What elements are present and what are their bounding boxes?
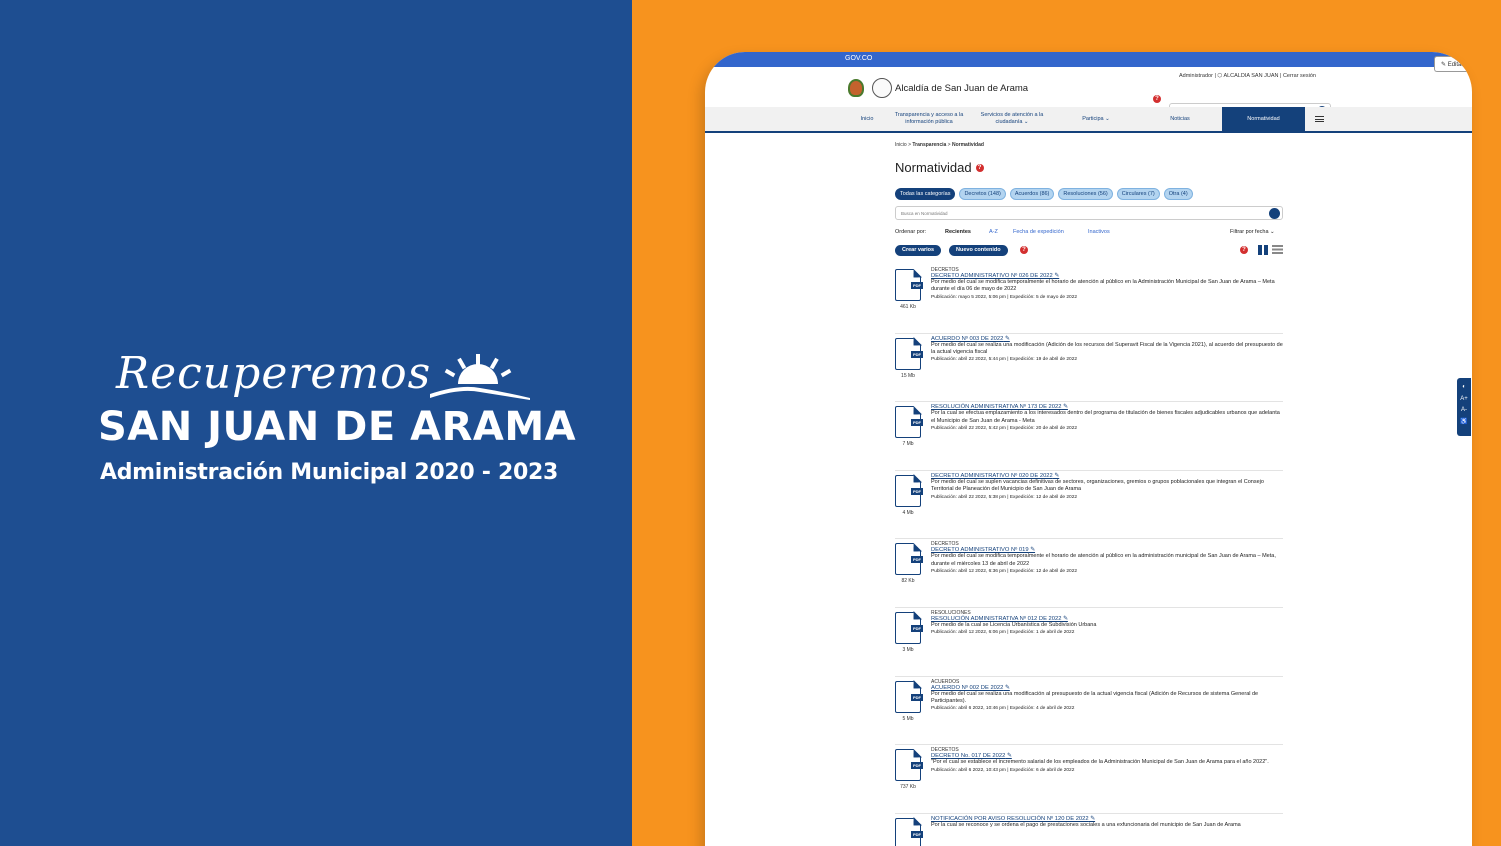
- page-title: Normatividad: [895, 160, 972, 175]
- document-title-link[interactable]: DECRETO No. 017 DE 2022 ✎: [931, 753, 1283, 759]
- brand-subtitle: Administración Municipal 2020 - 2023: [100, 460, 559, 485]
- document-item: [895, 471, 1283, 540]
- file-size: 737 Kb: [900, 784, 916, 791]
- content-search-placeholder: Busca en Normatividad: [901, 211, 948, 216]
- list-view-icon[interactable]: [1272, 245, 1283, 255]
- document-dates: Publicación: abril 22 2022, 5:38 pm | Expedición: 12 de abril de 2022: [931, 494, 1078, 500]
- help-icon[interactable]: ?: [976, 164, 984, 172]
- font-increase-icon[interactable]: A+: [1460, 395, 1468, 402]
- document-dates: Publicación: abril 6 2022, 10:43 pm | Expedición: 6 de abril de 2022: [931, 767, 1075, 773]
- breadcrumb-home[interactable]: Inicio: [895, 142, 907, 148]
- document-description: "Por el cual se establece el incremento salarial de los empleados de la Administración Municipal de San Juan de Arama para el año 2022".: [931, 759, 1269, 766]
- brand-script-text: Recuperemos: [116, 348, 432, 399]
- admin-links[interactable]: Administrador | ⬡ ALCALDIA SAN JUAN | Cerrar sesión: [1179, 73, 1316, 79]
- document-item: [895, 265, 1283, 334]
- document-description: Por la cual se reconoce y se ordena el pago de prestaciones sociales a una exfuncionaria del municipio de San Juan de Arama: [931, 821, 1241, 828]
- pdf-file-icon[interactable]: PDF: [895, 681, 921, 713]
- document-item: [895, 814, 1283, 846]
- page-title-row: [895, 160, 1283, 175]
- document-title-link[interactable]: ACUERDO Nº 003 DE 2022 ✎: [931, 336, 1283, 342]
- breadcrumb-current: Normatividad: [952, 142, 984, 148]
- document-item: [895, 539, 1283, 608]
- font-decrease-icon[interactable]: A-: [1461, 407, 1467, 413]
- pdf-file-icon[interactable]: PDF: [895, 749, 921, 781]
- pdf-file-icon[interactable]: PDF: [895, 543, 921, 575]
- document-item: [895, 608, 1283, 677]
- document-category: DECRETOS: [931, 541, 959, 548]
- site-name[interactable]: Alcaldía de San Juan de Arama: [895, 83, 1029, 94]
- site-header: [705, 67, 1472, 107]
- document-title-link[interactable]: RESOLUCIÓN ADMINISTRATIVA Nº 173 DE 2022 ✎: [931, 404, 1283, 410]
- action-row: [895, 245, 1283, 257]
- grid-view-icon[interactable]: [1258, 245, 1268, 255]
- file-size: 5 Mb: [902, 715, 914, 722]
- browser-device-frame: [705, 52, 1472, 846]
- document-title-link[interactable]: DECRETO ADMINISTRATIVO Nº 026 DE 2022 ✎: [931, 273, 1283, 279]
- nav-item-transparencia[interactable]: Transparencia y acceso a la información pública: [894, 112, 964, 125]
- create-many-button[interactable]: Crear varios: [895, 245, 941, 256]
- nav-item-normatividad[interactable]: Normatividad: [1222, 107, 1305, 131]
- document-title-link[interactable]: DECRETO ADMINISTRATIVO Nº 019 ✎: [931, 547, 1283, 553]
- file-size: 15 Mb: [901, 372, 915, 379]
- search-icon[interactable]: [1269, 208, 1280, 219]
- document-category: DECRETOS: [931, 267, 959, 273]
- chip-acuerdos[interactable]: Acuerdos (86): [1010, 188, 1055, 200]
- help-icon[interactable]: ?: [1240, 246, 1248, 254]
- pdf-file-icon[interactable]: PDF: [895, 475, 921, 507]
- document-dates: Publicación: abril 6 2022, 10:46 pm | Expedición: 4 de abril de 2022: [931, 706, 1075, 712]
- document-dates: Publicación: abril 22 2022, 5:42 pm | Expedición: 20 de abril de 2022: [931, 426, 1078, 432]
- pdf-file-icon[interactable]: PDF: [895, 269, 921, 301]
- brand-logo: [98, 348, 577, 498]
- main-nav: [705, 107, 1472, 133]
- pdf-file-icon[interactable]: PDF: [895, 406, 921, 438]
- accessibility-toolbar: [1457, 378, 1471, 436]
- nav-item-servicios[interactable]: Servicios de atención a la ciudadanía ⌄: [980, 112, 1044, 125]
- document-description: Por medio del cual se suplen vacancias definitivas de sectores, organizaciones, gremios o grupos poblacionales que integran el Consejo Territorial de Planeación del Municipio de San Juan de Arama: [931, 478, 1264, 493]
- nav-item-noticias[interactable]: Noticias: [1170, 115, 1190, 122]
- nav-item-inicio[interactable]: Inicio: [860, 115, 874, 122]
- main-content: [895, 142, 1283, 846]
- document-item: [895, 677, 1283, 746]
- document-dates: Publicación: mayo 5 2022, 5:06 pm | Expedición: 5 de mayo de 2022: [931, 294, 1078, 300]
- document-category: DECRETOS: [931, 747, 959, 754]
- gov-logo[interactable]: GOV.CO: [845, 55, 873, 62]
- document-dates: Publicación: abril 12 2022, 6:06 pm | Expedición: 1 de abril de 2022: [931, 630, 1075, 636]
- file-size: 3 Mb: [902, 646, 914, 653]
- file-size: 4 Mb: [902, 509, 914, 516]
- sun-icon: [430, 354, 530, 406]
- edit-label: Editar: [1447, 62, 1464, 68]
- document-description: Por medio del cual se realiza una modificación (Adición de los recursos del Superavit Fiscal de la Vigencia 2021), al acuerdo del presupuesto de la actual vigencia fiscal: [931, 341, 1283, 356]
- breadcrumb: Inicio > Transparencia > Normatividad: [895, 142, 984, 148]
- date-filter-dropdown[interactable]: Filtrar por fecha ⌄: [1230, 229, 1275, 235]
- pdf-file-icon[interactable]: PDF: [895, 612, 921, 644]
- content-search-input[interactable]: [895, 206, 1283, 220]
- document-item: [895, 402, 1283, 471]
- document-title-link[interactable]: ACUERDO Nº 002 DE 2022 ✎: [931, 685, 1283, 691]
- menu-icon[interactable]: [1315, 116, 1324, 122]
- chip-otra[interactable]: Otra (4): [1164, 188, 1193, 200]
- nav-item-participa[interactable]: Participa ⌄: [1082, 115, 1110, 122]
- file-size: 82 Kb: [901, 578, 915, 585]
- sort-recientes[interactable]: Recientes: [945, 229, 971, 235]
- document-description: Por medio del cual se modifica temporalmente el horario de atención al público en la administración municipal de San Juan de Arama – Meta, durante el miércoles 13 de abril de 2022: [931, 553, 1276, 567]
- sort-label: Ordenar por:: [895, 229, 927, 235]
- sort-row: [895, 229, 1283, 239]
- sort-fecha[interactable]: Fecha de expedición: [1013, 229, 1064, 235]
- document-description: Por la cual se efectua emplazamiento a los interesados dentro del programa de titulación de bienes fiscales adjudicables urbanos que adelanta el Municipio de San Juan de Arama - Meta: [931, 410, 1280, 424]
- edit-button[interactable]: ✎ Editar: [1434, 56, 1472, 72]
- pdf-file-icon[interactable]: PDF: [895, 338, 921, 370]
- document-title-link[interactable]: RESOLUCIÓN ADMINISTRATIVA Nº 012 DE 2022 ✎: [931, 616, 1283, 622]
- contrast-icon[interactable]: ◐: [1462, 384, 1466, 390]
- file-size: 461 Kb: [900, 304, 916, 310]
- chip-all[interactable]: Todas las categorías: [895, 188, 955, 200]
- gov-bar: [705, 52, 1472, 67]
- document-title-link[interactable]: NOTIFICACIÓN POR AVISO RESOLUCIÓN Nº 120 DE 2022 ✎: [931, 816, 1283, 822]
- brand-main-text: SAN JUAN DE ARAMA: [98, 404, 577, 450]
- chip-decretos[interactable]: Decretos (148): [959, 188, 1005, 200]
- pdf-file-icon[interactable]: PDF: [895, 818, 921, 846]
- help-icon[interactable]: ?: [1153, 95, 1161, 103]
- document-item: [895, 334, 1283, 403]
- municipal-shield-logo: [848, 79, 864, 97]
- chip-resoluciones[interactable]: Resoluciones (56): [1058, 188, 1112, 200]
- document-title-link[interactable]: DECRETO ADMINISTRATIVO Nº 020 DE 2022 ✎: [931, 473, 1283, 479]
- alcaldia-seal-logo: [872, 78, 892, 98]
- accessibility-icon[interactable]: ♿: [1460, 418, 1468, 425]
- sort-inactivos[interactable]: Inactivos: [1088, 229, 1110, 235]
- document-category: ACUERDOS: [931, 678, 960, 685]
- sort-az[interactable]: A-Z: [989, 229, 998, 235]
- document-category: RESOLUCIONES: [931, 609, 971, 616]
- document-description: Por medio de la cual se Licencia Urbanística de Subdivisión Urbana: [931, 621, 1097, 628]
- new-content-button[interactable]: Nuevo contenido: [949, 245, 1008, 256]
- document-dates: Publicación: abril 22 2022, 5:44 pm | Expedición: 19 de abril de 2022: [931, 357, 1078, 363]
- document-list: [895, 265, 1283, 846]
- document-dates: Publicación: abril 12 2022, 6:36 pm | Expedición: 12 de abril de 2022: [931, 569, 1078, 575]
- chip-circulares[interactable]: Circulares (7): [1117, 188, 1160, 200]
- file-size: 7 Mb: [902, 441, 914, 448]
- left-brand-panel: [0, 0, 632, 846]
- document-description: Por medio del cual se modifica temporalmente el horario de atención al público en la Administración Municipal de San Juan de Arama – Meta durante el día 06 de mayo de 2022: [931, 279, 1275, 293]
- document-description: Por medio del cual se realiza una modificación al presupuesto de la actual vigencia fiscal (Adición de Recursos de sistema General de Participantes).: [931, 690, 1259, 704]
- document-item: [895, 745, 1283, 814]
- breadcrumb-section[interactable]: Transparencia: [912, 142, 947, 148]
- help-icon[interactable]: ?: [1020, 246, 1028, 254]
- category-filters: [895, 188, 1283, 200]
